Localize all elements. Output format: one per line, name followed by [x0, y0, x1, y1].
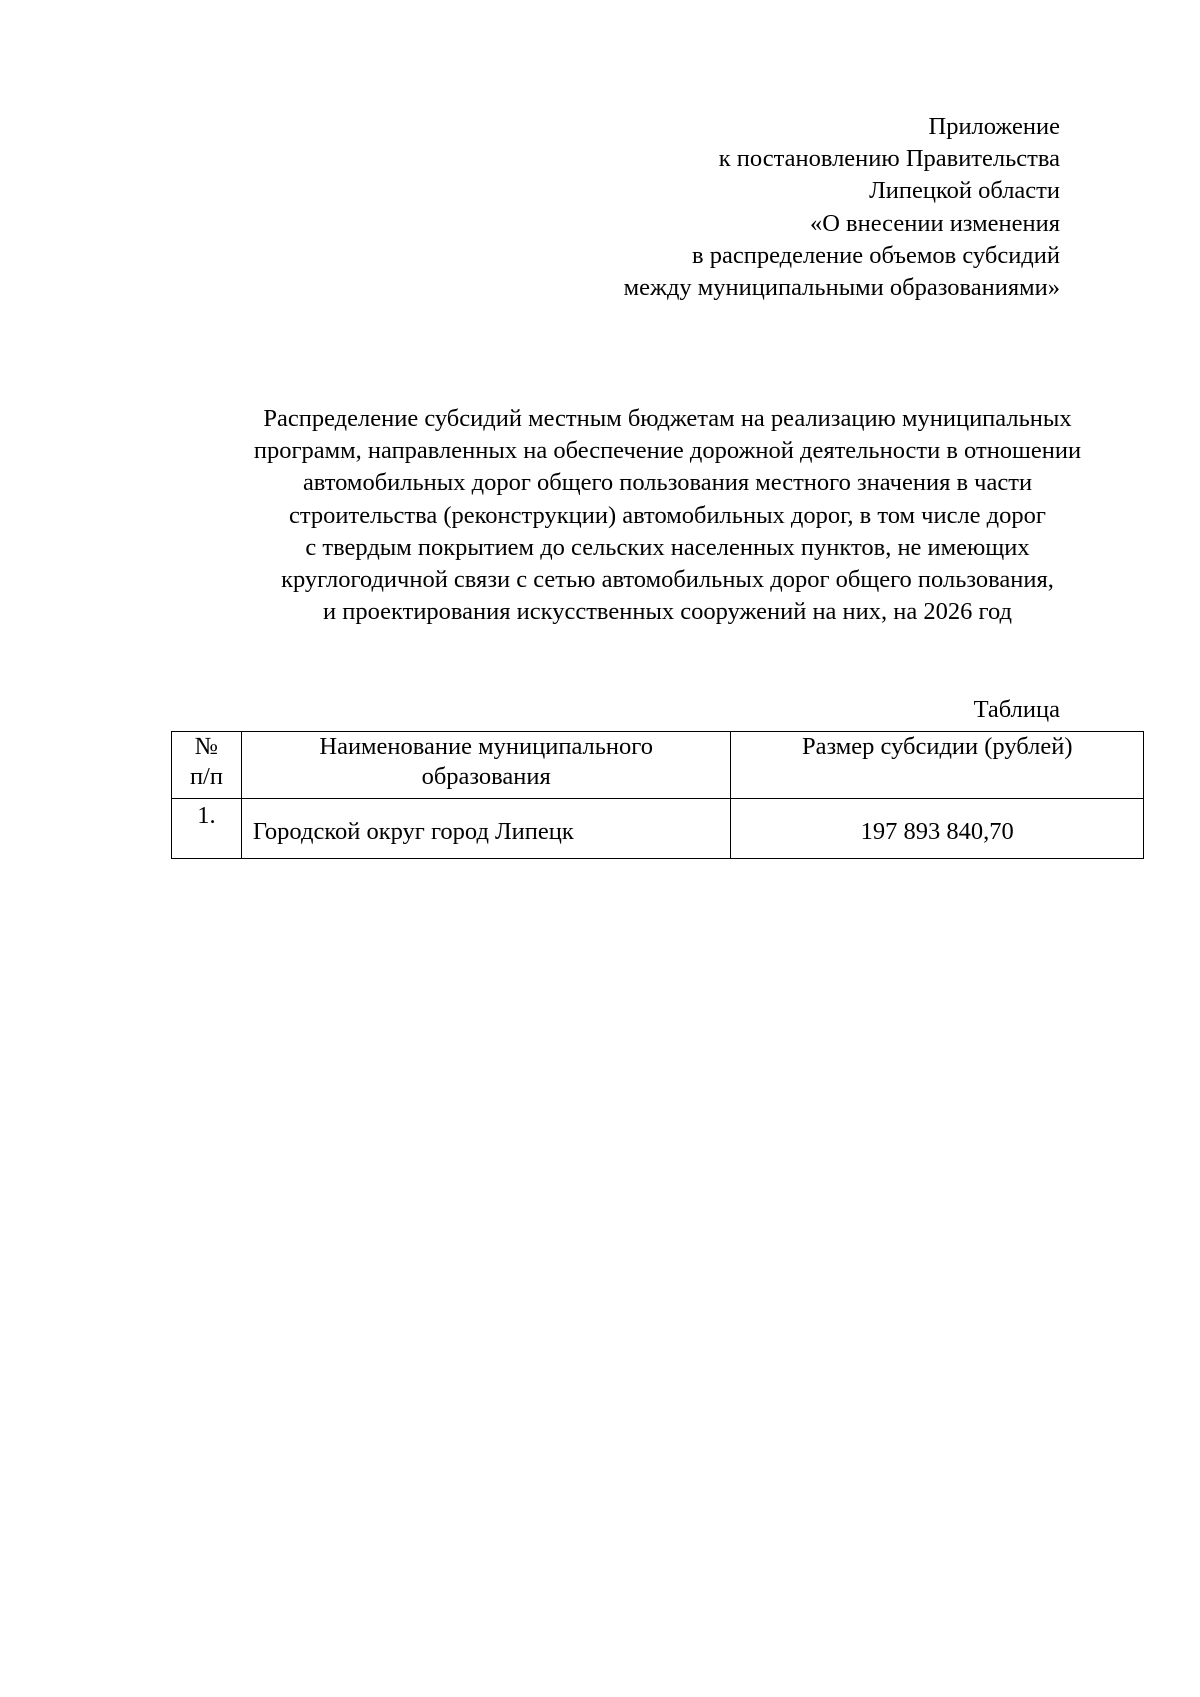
header-municipality-line: Наименование муниципального — [319, 733, 653, 760]
header-municipality-line: образования — [421, 763, 551, 790]
header-number — [172, 732, 242, 799]
appendix-line: в распределение объемов субсидий — [692, 241, 1060, 269]
title-line: с твердым покрытием до сельских населенных пунктов, не имеющих — [305, 533, 1030, 561]
appendix-line: Приложение — [928, 113, 1060, 140]
title-line: программ, направленных на обеспечение дорожной деятельности в отношении — [253, 437, 1082, 465]
table-caption: Таблица — [973, 696, 1060, 723]
title-line: и проектирования искусственных сооружений на них, на 2026 год — [323, 598, 1012, 626]
row-municipality-cell: Городской округ город Липецк — [241, 799, 731, 859]
table-row — [172, 799, 1144, 859]
appendix-line: между муниципальными образованиями» — [623, 274, 1060, 302]
header-municipality — [241, 732, 731, 799]
row-amount-cell: 197 893 840,70 — [731, 799, 1144, 859]
row-number-cell: 1. — [172, 799, 242, 859]
appendix-line: Липецкой области — [869, 177, 1060, 205]
header-number-line: п/п — [189, 763, 223, 790]
document-title — [0, 403, 1200, 628]
appendix-header — [624, 111, 1060, 304]
appendix-line: к постановлению Правительства — [718, 145, 1060, 173]
header-number-line: № — [194, 733, 219, 760]
title-line: строительства (реконструкции) автомобильных дорог, в том числе дорог — [289, 501, 1046, 529]
table-header-row — [172, 732, 1144, 799]
title-line: Распределение субсидий местным бюджетам на реализацию муниципальных — [263, 405, 1072, 432]
title-line: автомобильных дорог общего пользования местного значения в части — [302, 469, 1033, 497]
subsidy-table — [171, 731, 1144, 859]
title-line: круглогодичной связи с сетью автомобильных дорог общего пользования, — [281, 566, 1054, 594]
header-amount: Размер субсидии (рублей) — [731, 732, 1144, 799]
appendix-line: «О внесении изменения — [809, 209, 1060, 237]
